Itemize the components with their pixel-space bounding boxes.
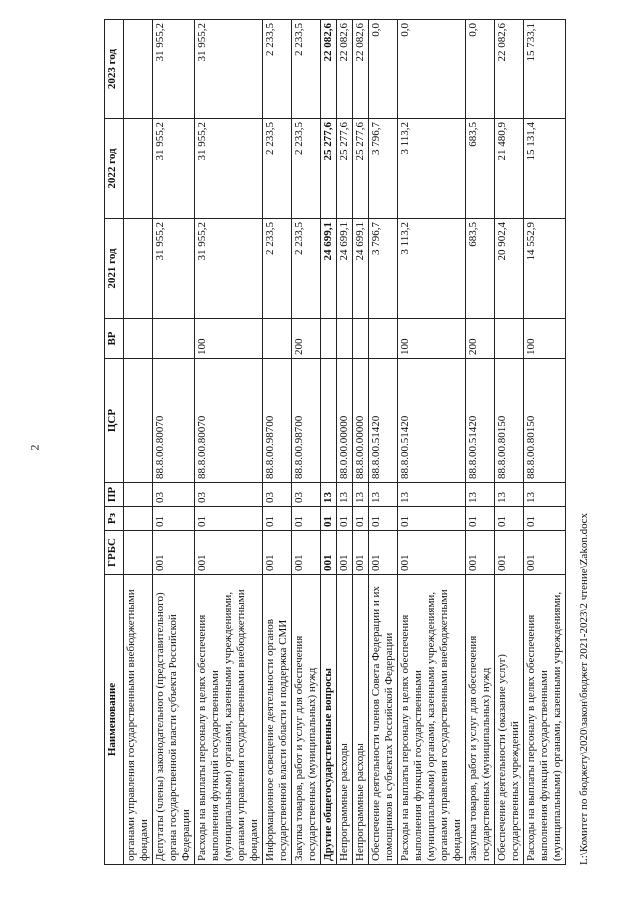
cell-csr: 88.8.00.80070 [153,359,195,483]
cell-y2021: 31 955,2 [195,219,263,319]
cell-vr: 200 [466,319,495,359]
cell-y2021: 3 113,2 [398,219,466,319]
file-path-footer: L:\Комитет по бюджету\2020\закон\бюджет 2021-2023\2 чтение\Zakon.docx [578,513,590,865]
cell-y2023: 22 082,6 [321,20,337,119]
table-row [353,20,369,865]
cell-y2022: 683,5 [466,119,495,219]
cell-y2022: 25 277,6 [321,119,337,219]
cell-grbs: 001 [524,531,566,575]
table-row [153,20,195,865]
cell-grbs: 001 [398,531,466,575]
cell-y2023: 22 082,6 [495,20,524,119]
cell-vr [321,319,337,359]
cell-pr [124,483,153,507]
cell-csr: 88.8.00.80070 [195,359,263,483]
col-header-pr: ПР [105,483,124,507]
cell-y2023: 2 233,5 [292,20,321,119]
cell-y2023 [124,20,153,119]
table-frame [104,20,563,865]
cell-pr: 13 [398,483,466,507]
cell-y2023: 22 082,6 [337,20,353,119]
cell-y2023: 15 733,1 [524,20,566,119]
cell-y2021: 2 233,5 [292,219,321,319]
cell-grbs: 001 [353,531,369,575]
cell-rz: 01 [292,507,321,531]
cell-y2022: 31 955,2 [195,119,263,219]
cell-name: Расходы на выплаты персоналу в целях обеспечения выполнения функций государственными (муниципальными) органами, казенными учреждениями, органами управления государственными внебюджетными фондами [398,575,466,865]
cell-y2022 [124,119,153,219]
cell-y2023: 0,0 [369,20,398,119]
cell-name: Депутаты (члены) законодательного (представительного) органа государственной власти субъекта Российской Федерации [153,575,195,865]
cell-rz: 01 [153,507,195,531]
cell-y2021: 31 955,2 [153,219,195,319]
cell-grbs: 001 [495,531,524,575]
col-header-2021: 2021 год [105,219,124,319]
cell-csr: 88.8.00.80150 [524,359,566,483]
col-header-grbs: ГРБС [105,531,124,575]
cell-csr: 88.0.00.00000 [337,359,353,483]
cell-grbs: 001 [153,531,195,575]
cell-pr: 13 [369,483,398,507]
cell-name: Другие общегосударственные вопросы [321,575,337,865]
cell-pr: 03 [153,483,195,507]
cell-csr: 88.8.00.51420 [466,359,495,483]
cell-y2022: 2 233,5 [292,119,321,219]
page-number: 2 [27,444,42,451]
cell-vr [369,319,398,359]
cell-pr: 13 [353,483,369,507]
cell-y2021: 20 902,4 [495,219,524,319]
cell-rz: 01 [398,507,466,531]
cell-csr [124,359,153,483]
cell-y2022: 31 955,2 [153,119,195,219]
cell-pr: 13 [524,483,566,507]
cell-vr [337,319,353,359]
cell-y2021: 14 552,9 [524,219,566,319]
cell-y2021: 24 699,1 [321,219,337,319]
cell-y2023: 0,0 [466,20,495,119]
table-row [124,20,153,865]
table-row [195,20,263,865]
cell-rz: 01 [195,507,263,531]
cell-grbs [124,531,153,575]
cell-vr: 200 [292,319,321,359]
cell-y2023: 2 233,5 [263,20,292,119]
cell-pr: 13 [466,483,495,507]
cell-rz: 01 [524,507,566,531]
table-row [321,20,337,865]
cell-y2021: 683,5 [466,219,495,319]
cell-csr: 88.8.00.51420 [369,359,398,483]
cell-csr: 88.8.00.00000 [353,359,369,483]
cell-grbs: 001 [263,531,292,575]
cell-y2022: 25 277,6 [337,119,353,219]
cell-y2022: 25 277,6 [353,119,369,219]
cell-csr: 88.8.00.51420 [398,359,466,483]
cell-y2021: 24 699,1 [353,219,369,319]
cell-vr [153,319,195,359]
cell-rz: 01 [466,507,495,531]
cell-name: Обеспечение деятельности членов Совета Федерации и их помощников в субъектах Российской Федерации [369,575,398,865]
cell-csr: 88.8.00.98700 [292,359,321,483]
cell-rz: 01 [321,507,337,531]
cell-vr [263,319,292,359]
cell-y2023: 22 082,6 [353,20,369,119]
table-body [124,20,566,865]
cell-y2021: 2 233,5 [263,219,292,319]
table-row [495,20,524,865]
cell-pr: 03 [292,483,321,507]
cell-pr: 13 [337,483,353,507]
cell-grbs: 001 [321,531,337,575]
cell-vr [353,319,369,359]
cell-y2022: 15 131,4 [524,119,566,219]
table-row [292,20,321,865]
cell-y2022: 3 796,7 [369,119,398,219]
cell-grbs: 001 [292,531,321,575]
cell-name: Закупка товаров, работ и услуг для обеспечения государственных (муниципальных) нужд [292,575,321,865]
cell-name: Информационное освещение деятельности органов государственной власти области и поддержка СМИ [263,575,292,865]
cell-rz: 01 [369,507,398,531]
table-header-row [105,20,124,865]
col-header-vr: ВР [105,319,124,359]
cell-vr: 100 [398,319,466,359]
table-row [369,20,398,865]
cell-vr [495,319,524,359]
cell-csr [321,359,337,483]
cell-name: органами управления государственными внебюджетными фондами [124,575,153,865]
table-row [263,20,292,865]
table-row [524,20,566,865]
cell-pr: 13 [321,483,337,507]
cell-y2021: 24 699,1 [337,219,353,319]
cell-y2023: 0,0 [398,20,466,119]
cell-y2023: 31 955,2 [153,20,195,119]
cell-y2022: 3 113,2 [398,119,466,219]
col-header-rz: Рз [105,507,124,531]
cell-y2021 [124,219,153,319]
table-row [337,20,353,865]
cell-pr: 03 [195,483,263,507]
cell-vr: 100 [524,319,566,359]
cell-name: Закупка товаров, работ и услуг для обеспечения государственных (муниципальных) нужд [466,575,495,865]
cell-y2023: 31 955,2 [195,20,263,119]
cell-pr: 03 [263,483,292,507]
cell-name: Обеспечение деятельности (оказание услуг) государственных учреждений [495,575,524,865]
cell-csr: 88.8.00.80150 [495,359,524,483]
cell-name: Непрограммные расходы [337,575,353,865]
cell-grbs: 001 [195,531,263,575]
cell-vr [124,319,153,359]
cell-y2021: 3 796,7 [369,219,398,319]
cell-vr: 100 [195,319,263,359]
cell-rz [124,507,153,531]
col-header-name: Наименование [105,575,124,865]
table-row [466,20,495,865]
cell-grbs: 001 [369,531,398,575]
cell-name: Расходы на выплаты персоналу в целях обеспечения выполнения функций государственными (муниципальными) органами, казенными учреждениями, органами управления государственными внебюджетными фондами [195,575,263,865]
col-header-csr: ЦСР [105,359,124,483]
cell-csr: 88.8.00.98700 [263,359,292,483]
cell-y2022: 21 480,9 [495,119,524,219]
cell-y2022: 2 233,5 [263,119,292,219]
col-header-2023: 2023 год [105,20,124,119]
cell-rz: 01 [337,507,353,531]
budget-table [104,19,566,865]
cell-rz: 01 [353,507,369,531]
cell-name: Расходы на выплаты персоналу в целях обеспечения выполнения функций государственными (муниципальными) органами, казенными учреждениями, [524,575,566,865]
col-header-2022: 2022 год [105,119,124,219]
cell-rz: 01 [263,507,292,531]
table-row [398,20,466,865]
cell-name: Непрограммные расходы [353,575,369,865]
cell-grbs: 001 [466,531,495,575]
cell-rz: 01 [495,507,524,531]
cell-grbs: 001 [337,531,353,575]
cell-pr: 13 [495,483,524,507]
